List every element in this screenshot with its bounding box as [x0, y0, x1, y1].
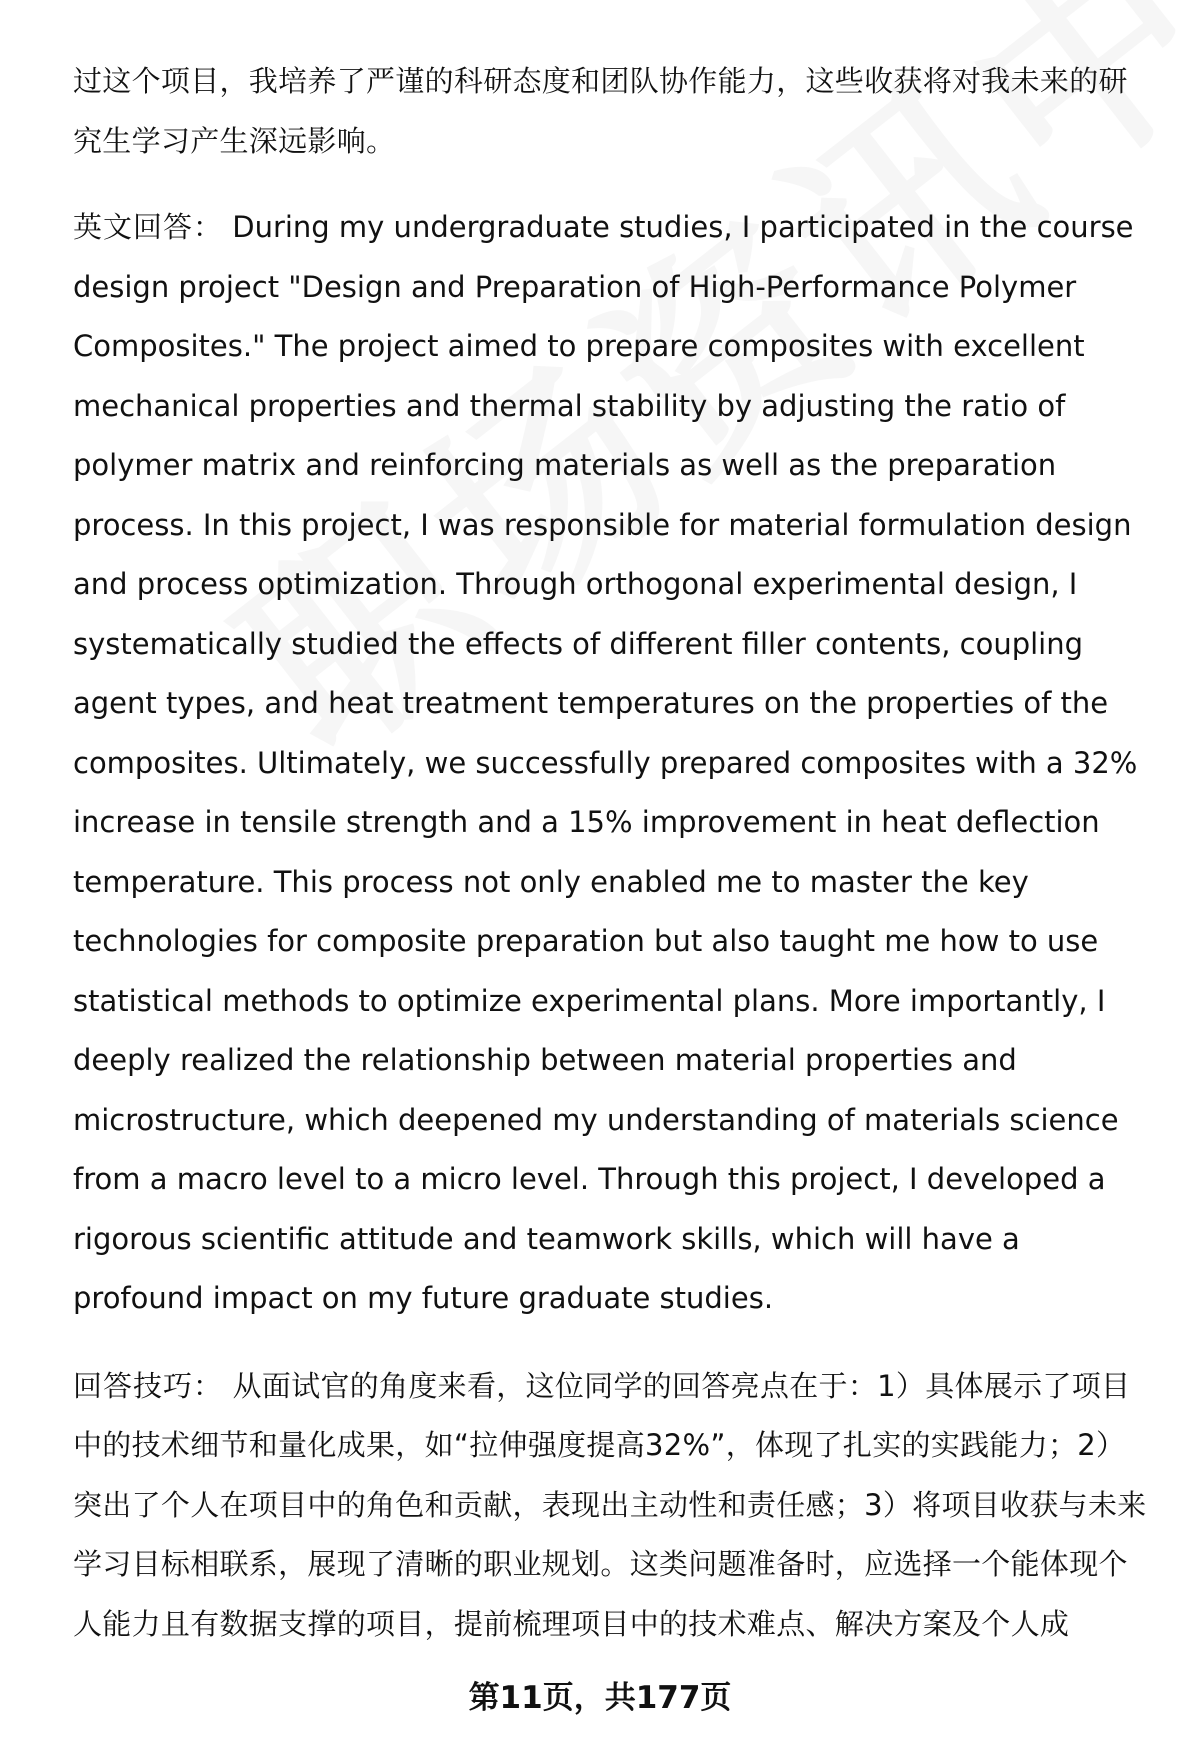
english-answer-label: 英文回答：	[73, 210, 224, 244]
answer-tips-paragraph	[73, 1357, 1153, 1655]
answer-tips-label: 回答技巧：	[73, 1368, 224, 1403]
answer-tips-text: 从面试官的角度来看，这位同学的回答亮点在于：1）具体展示了项目中的技术细节和量化成果，如“拉伸强度提高32%”，体现了扎实的实践能力；2）突出了个人在项目中的角色和贡献，表现出主动性和责任感；3）将项目收获与未来学习目标相联系，展现了清晰的职业规划。这类问题准备时，应选择一个能体现个人能力且有数据支撑的项目，提前梳理项目中的技术难点、解决方案及个人成	[73, 1368, 1147, 1641]
document-body	[73, 52, 1153, 1654]
paragraph-spacer	[73, 1329, 1153, 1357]
english-answer-paragraph	[73, 198, 1153, 1329]
english-answer-spacer	[223, 210, 232, 244]
answer-tips-spacer	[223, 1369, 233, 1403]
page-number-footer: 第11页，共177页	[468, 1680, 732, 1716]
continuation-paragraph: 过这个项目，我培养了严谨的科研态度和团队协作能力，这些收获将对我未来的研究生学习产生深远影响。	[73, 64, 1128, 158]
english-answer-text: During my undergraduate studies, I participated in the course design project "Design and Preparation of High-Performance Polymer Composites." The project aimed to prepare composites with excellent mechanical properties and thermal stability by adjusting the ratio of polymer matrix and reinforcing materials as well as the preparation process. In this project, I was responsible for material formulation design and process optimization. Through orthogonal experimental design, I systematically studied the effects of different filler contents, coupling agent types, and heat treatment temperatures on the properties of the composites. Ultimately, we successfully prepared composites with a 32% increase in tensile strength and a 15% improvement in heat deflection temperature. This process not only enabled me to master the key technologies for composite preparation but also taught me how to use statistical methods to optimize experimental plans. More importantly, I deeply realized the relationship between material properties and microstructure, which deepened my understanding of materials science from a macro level to a micro level. Through this project, I developed a rigorous scientific attitude and teamwork skills, which will have a profound impact on my future graduate studies.	[73, 210, 1138, 1315]
paragraph-spacer	[73, 171, 1153, 198]
